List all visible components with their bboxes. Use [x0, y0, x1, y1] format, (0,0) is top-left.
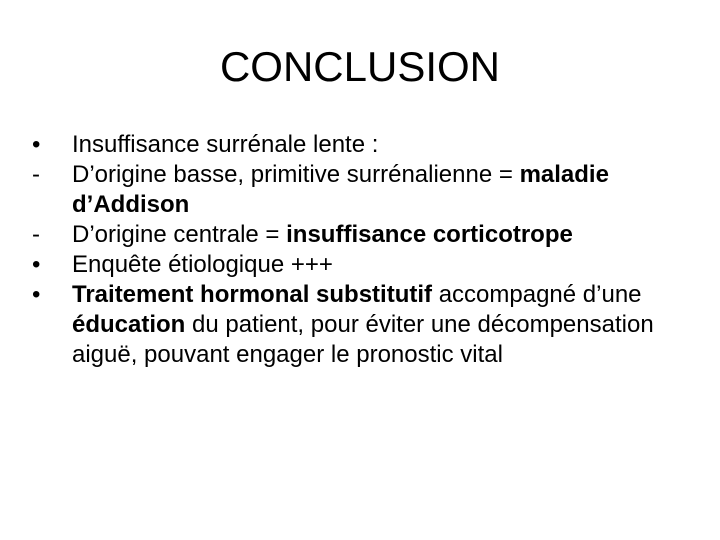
list-item: [32, 220, 682, 250]
list-item: [32, 250, 682, 280]
item-text-bold: maladie d’Addison: [72, 161, 609, 218]
dash-marker: -: [32, 161, 40, 188]
item-text: D’origine basse, primitive surrénalienne =: [72, 161, 520, 188]
dash-marker: -: [32, 221, 40, 248]
bullet-marker: •: [32, 281, 41, 308]
bullet-list: [32, 130, 682, 370]
slide-title: CONCLUSION: [219, 43, 501, 90]
list-item: [32, 160, 682, 220]
item-text: du patient, pour éviter une décompensation aiguë, pouvant engager le pronostic vital: [72, 311, 654, 368]
bullet-marker: •: [32, 131, 41, 158]
item-text-bold: insuffisance corticotrope: [286, 221, 573, 248]
item-text: accompagné d’une: [432, 281, 642, 308]
item-text: D’origine centrale =: [72, 221, 287, 248]
item-text: Enquête étiologique +++: [72, 251, 333, 278]
list-item: [32, 280, 682, 370]
list-item: [32, 130, 682, 160]
bullet-marker: •: [32, 251, 41, 278]
item-text: Insuffisance surrénale lente :: [72, 131, 379, 158]
item-text-bold: Traitement hormonal substitutif: [72, 281, 433, 308]
item-text-bold: éducation: [72, 311, 186, 338]
